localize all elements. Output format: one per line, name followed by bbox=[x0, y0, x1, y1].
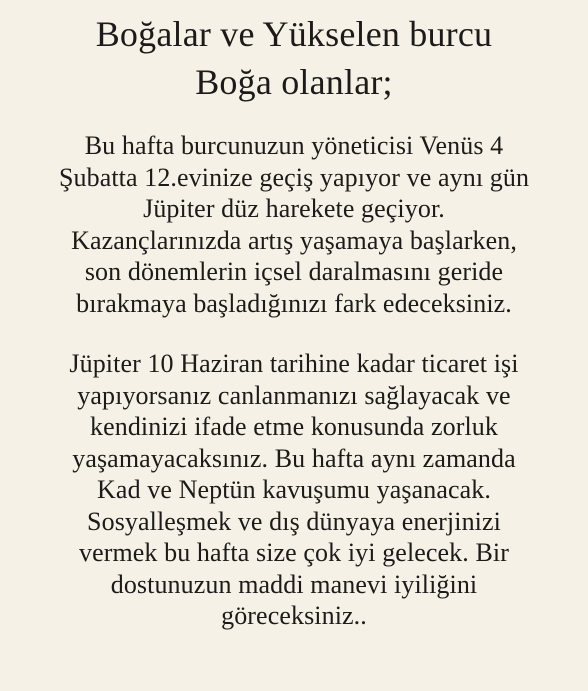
paragraph-1-line: Kazançlarınızda artış yaşamaya başlarken, bbox=[71, 225, 517, 255]
paragraph-2-line: yaşamayacaksınız. Bu hafta aynı zamanda bbox=[72, 443, 516, 473]
paragraph-1-line: bırakmaya başladığınızı fark edeceksiniz. bbox=[76, 288, 512, 318]
paragraph-2-line: kendinizi ifade etme konusunda zorluk bbox=[89, 412, 499, 441]
paragraph-2-line: vermek bu hafta size çok iyi gelecek. Bir bbox=[78, 538, 510, 567]
paragraph-2-line: Kad ve Neptün kavuşumu yaşanacak. bbox=[97, 475, 491, 504]
paragraph-2-line: dostunuzun maddi manevi iyiliğini bbox=[110, 569, 478, 599]
paragraph-1-line: Şubatta 12.evinize geçiş yapıyor ve aynı gün bbox=[58, 162, 530, 192]
paragraph-2-line: göreceksiniz.. bbox=[221, 601, 367, 630]
title-line-2: Boğa olanlar; bbox=[195, 62, 393, 102]
paragraph-1-line: Bu hafta burcunuzun yöneticisi Venüs 4 bbox=[84, 131, 504, 160]
paragraph-2-line: Sosyalleşmek ve dış dünyaya enerjinizi bbox=[87, 506, 501, 536]
paragraph-1-line: son dönemlerin içsel daralmasını geride bbox=[84, 257, 504, 286]
title-line-1: Boğalar ve Yükselen burcu bbox=[95, 14, 493, 54]
paragraph-2-line: Jüpiter 10 Haziran tarihine kadar ticaret işi bbox=[69, 349, 519, 378]
paragraph-1-line: Jüpiter düz harekete geçiyor. bbox=[143, 194, 445, 223]
paragraph-1 bbox=[0, 130, 588, 319]
page-title bbox=[0, 10, 588, 106]
paragraph-2-line: yapıyorsanız canlanmanızı sağlayacak ve bbox=[77, 380, 511, 410]
paragraph-2 bbox=[0, 348, 588, 632]
